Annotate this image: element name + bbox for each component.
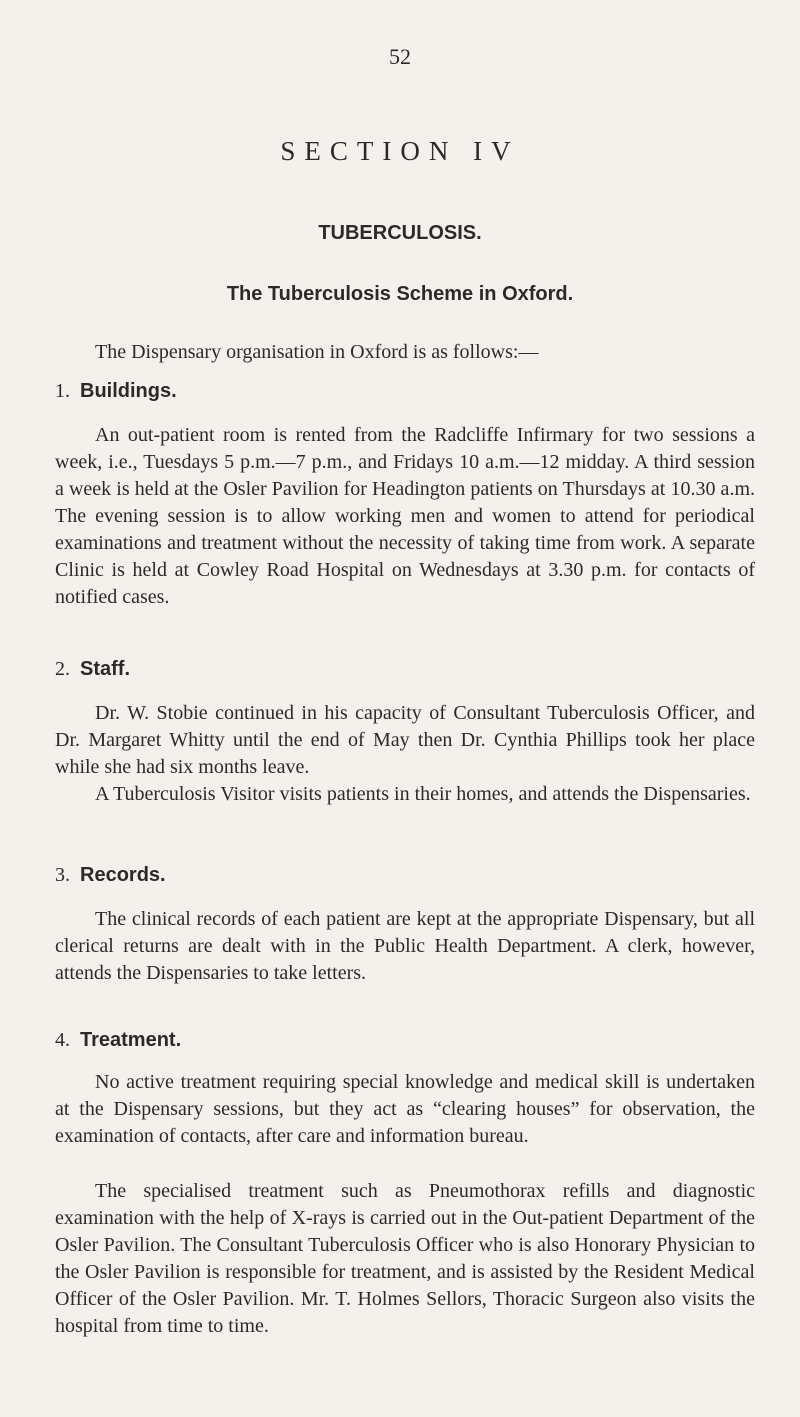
treatment-paragraph-1: No active treatment requiring special knowledge and medical skill is undertaken at the Dispensary sessions, but they act as “clearing houses” for observation, the examination of contacts, after care and information bureau.	[55, 1071, 755, 1147]
section-heading-buildings	[55, 380, 177, 403]
records-paragraph: The clinical records of each patient are kept at the appropriate Dispensary, but all clerical returns are dealt with in the Public Health Department. A clerk, however, attends the Dispensaries to take letters.	[55, 908, 755, 984]
page-title: TUBERCULOSIS.	[318, 222, 482, 244]
section-heading-text: Buildings.	[80, 380, 177, 402]
section-number: 4.	[55, 1029, 70, 1051]
section-heading-text: Treatment.	[80, 1029, 182, 1051]
section-number: 2.	[55, 658, 70, 680]
treatment-paragraph-2: The specialised treatment such as Pneumothorax refills and diagnostic examination with the help of X-rays is carried out in the Out-patient Department of the Osler Pavilion. The Consultant Tuberculosis Officer who is also Honorary Physician to the Osler Pavilion is responsible for treatment, and is assisted by the Resident Medical Officer of the Osler Pavilion. Mr. T. Holmes Sellors, Thoracic Surgeon also visits the hospital from time to time.	[55, 1180, 755, 1337]
section-heading-records	[55, 864, 166, 887]
page-number: 52	[389, 44, 411, 69]
section-title: SECTION IV	[280, 136, 520, 166]
section-heading-text: Records.	[80, 864, 166, 886]
section-heading-staff	[55, 658, 130, 681]
section-heading-treatment	[55, 1029, 181, 1052]
intro-paragraph: The Dispensary organisation in Oxford is as follows:—	[95, 341, 539, 363]
page-subtitle: The Tuberculosis Scheme in Oxford.	[226, 283, 574, 305]
staff-paragraph-1: Dr. W. Stobie continued in his capacity of Consultant Tuberculosis Officer, and Dr. Margaret Whitty until the end of May then Dr. Cynthia Phillips took her place while she had six months leave.	[55, 702, 755, 778]
section-number: 1.	[55, 380, 70, 402]
staff-paragraph-2: A Tuberculosis Visitor visits patients in their homes, and attends the Dispensaries.	[95, 783, 751, 805]
section-heading-text: Staff.	[80, 658, 130, 680]
buildings-paragraph: An out-patient room is rented from the Radcliffe Infirmary for two sessions a week, i.e., Tuesdays 5 p.m.—7 p.m., and Fridays 10 a.m.—12 midday. A third session a week is held at the Osler Pavilion for Headington patients on Thursdays at 10.30 a.m. The evening session is to allow working men and women to attend for periodical examinations and treatment without the necessity of taking time from work. A separate Clinic is held at Cowley Road Hospital on Wednesdays at 3.30 p.m. for contacts of notified cases.	[55, 424, 755, 608]
section-number: 3.	[55, 864, 70, 886]
